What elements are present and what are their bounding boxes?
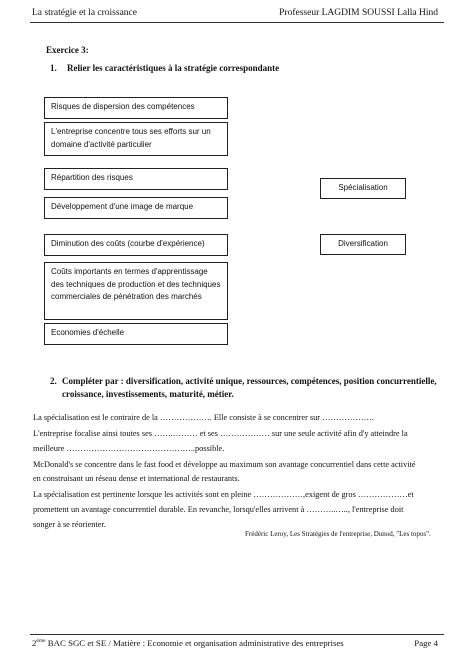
strategy-box-diversification[interactable]: Diversification — [320, 234, 406, 255]
page-header — [30, 8, 444, 23]
paragraph-line-3: meilleure ………………………………………..possible. — [33, 444, 225, 453]
question-2-text: Compléter par : diversification, activité unique, ressources, compétences, position concurrentielle, croissance, investissements, maturité, métier. — [62, 376, 437, 399]
characteristic-box-6[interactable]: Coûts importants en termes d'apprentissage des techniques de production et des techniques commerciales de pénétration des marchés — [44, 262, 228, 320]
paragraph-line-1: La spécialisation est le contraire de la ………………. Elle consiste à se concentrer sur ………………. — [33, 413, 374, 422]
question-2-number: 2. — [50, 376, 57, 386]
characteristic-box-7[interactable]: Economies d'échelle — [44, 323, 228, 345]
characteristic-box-4[interactable]: Développement d'une image de marque — [44, 197, 228, 219]
source-citation: Frédéric Leroy, Les Stratégies de l'entreprise, Dunod, "Les topos". — [245, 530, 431, 538]
characteristic-box-5[interactable]: Diminution des coûts (courbe d'expérience) — [44, 234, 228, 256]
footer-subject: BAC SGC et SE / Matière : Economie et organisation administrative des entreprises — [45, 638, 344, 648]
strategy-box-specialisation[interactable]: Spécialisation — [320, 178, 406, 199]
question-1-number: 1. — [50, 63, 57, 73]
characteristic-box-1[interactable]: Risques de dispersion des compétences — [44, 97, 228, 119]
exercise-title: Exercice 3: — [46, 45, 89, 55]
characteristic-box-2[interactable]: L'entreprise concentre tous ses efforts sur un domaine d'activité particulier — [44, 122, 228, 156]
footer-course-info — [32, 638, 344, 648]
characteristic-box-3[interactable]: Répartition des risques — [44, 168, 228, 190]
page-footer — [30, 634, 444, 651]
paragraph-line-5: en construisant un réseau dense et international de restaurants. — [33, 474, 240, 483]
header-teacher-name: Professeur LAGDIM SOUSSI Lalla Hind — [279, 8, 438, 18]
paragraph-line-8: songer à se réorienter. — [33, 520, 106, 529]
paragraph-line-2: L'entreprise focalise ainsi toutes ses …….……… et ses ……………… sur une seule activité afin d'y atteindre la — [33, 429, 408, 438]
footer-page-number: Page 4 — [414, 638, 438, 648]
paragraph-line-7: promettent un avantage concurrentiel durable. En revanche, lorsqu'elles arrivent à ………..….., l'entreprise doit — [33, 505, 404, 514]
footer-grade: 2 — [32, 638, 37, 648]
header-course-title: La stratégie et la croissance — [32, 8, 137, 18]
footer-grade-suffix: ème — [36, 638, 46, 645]
question-1-text: Relier les caractéristiques à la stratégie correspondante — [67, 63, 280, 73]
paragraph-line-6: La spécialisation est pertinente lorsque les activités sont en pleine ………………,exigent de gros ………………et — [33, 490, 414, 499]
question-1 — [50, 63, 279, 73]
paragraph-line-4: McDonald's se concentre dans le fast food et développe au maximum son avantage concurrentiel dans cette activité — [33, 460, 416, 469]
